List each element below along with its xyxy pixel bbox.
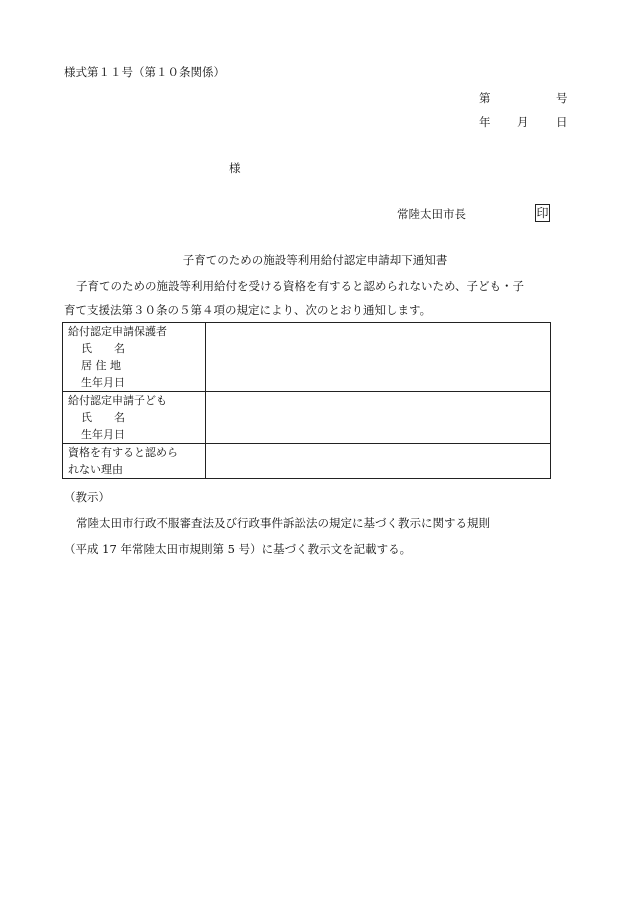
child-label-cell: [63, 392, 206, 444]
date-year-label: 年: [479, 115, 491, 129]
form-number: 様式第１１号（第１０条関係）: [64, 65, 225, 79]
guardian-heading: 給付認定申請保護者: [68, 325, 167, 338]
child-birthdate-label: 生年月日: [81, 428, 125, 441]
seal-box: 印: [536, 206, 549, 220]
reason-label-line-1: 資格を有すると認めら: [68, 446, 178, 459]
child-value-cell[interactable]: [206, 392, 551, 444]
document-number-prefix: 第: [479, 91, 491, 105]
guardian-row: [63, 323, 551, 392]
reason-row: [63, 444, 551, 479]
guardian-address-label: 居 住 地: [81, 359, 121, 372]
reason-label-cell: [63, 444, 206, 479]
reason-label-line-2: れない理由: [68, 463, 123, 476]
child-name-label: 氏 名: [81, 411, 125, 424]
document-title: 子育てのための施設等利用給付認定申請却下通知書: [182, 253, 448, 267]
instruction-line-1: 常陸太田市行政不服審査法及び行政事件訴訟法の規定に基づく教示に関する規則: [76, 516, 490, 530]
guardian-birthdate-label: 生年月日: [81, 376, 125, 389]
guardian-value-cell[interactable]: [206, 323, 551, 392]
body-text-line-1: 子育てのための施設等利用給付を受ける資格を有すると認められないため、子ども・子: [76, 279, 525, 293]
issuer-title: 常陸太田市長: [397, 207, 466, 221]
guardian-name-label: 氏 名: [81, 342, 125, 355]
instruction-line-2: （平成 17 年常陸太田市規則第 5 号）に基づく教示文を記載する。: [64, 542, 412, 556]
date-day-label: 日: [556, 115, 568, 129]
child-heading: 給付認定申請子ども: [68, 394, 167, 407]
guardian-label-cell: [63, 323, 206, 392]
body-text-line-2: 育て支援法第３０条の５第４項の規定により、次のとおり通知します。: [64, 303, 432, 317]
date-month-label: 月: [517, 115, 529, 129]
instruction-heading: （教示）: [64, 490, 110, 504]
reason-value-cell[interactable]: [206, 444, 551, 479]
document-number-suffix: 号: [556, 91, 568, 105]
applicant-info-table: [62, 322, 551, 479]
child-row: [63, 392, 551, 444]
addressee-suffix: 様: [229, 161, 241, 175]
